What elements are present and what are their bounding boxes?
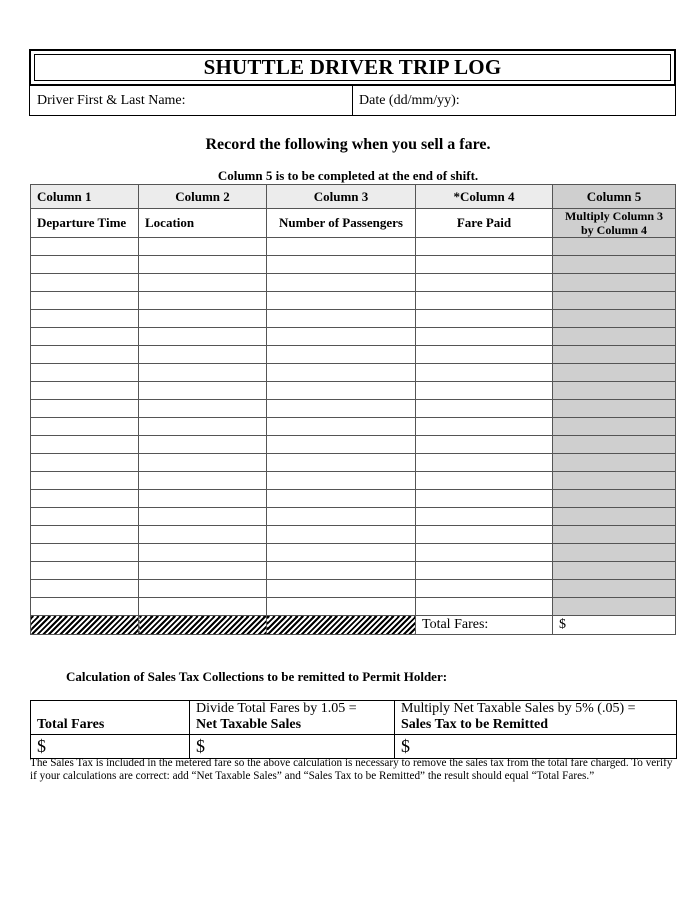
passengers-cell[interactable] [267, 400, 416, 418]
multiply-cell[interactable] [553, 544, 676, 562]
location-cell[interactable] [139, 382, 267, 400]
multiply-instruction: Multiply Net Taxable Sales by 5% (.05) = [401, 701, 636, 716]
multiply-cell[interactable] [553, 292, 676, 310]
fare-paid-cell[interactable] [416, 454, 553, 472]
hatched-cell [139, 616, 267, 635]
departure-time-cell[interactable] [31, 436, 139, 454]
title-box [29, 49, 676, 86]
passengers-cell[interactable] [267, 238, 416, 256]
location-cell[interactable] [139, 436, 267, 454]
multiply-cell[interactable] [553, 490, 676, 508]
multiply-header-line2: by Column 4 [580, 223, 648, 237]
sales-tax-amount-field[interactable]: $ [395, 735, 677, 759]
date-label: Date (dd/mm/yy): [359, 92, 460, 108]
total-fares-calc-label: Total Fares [37, 717, 105, 732]
departure-time-cell[interactable] [31, 292, 139, 310]
location-cell[interactable] [139, 418, 267, 436]
passengers-cell[interactable] [267, 292, 416, 310]
departure-time-cell[interactable] [31, 418, 139, 436]
total-fares-field[interactable]: $ [553, 616, 676, 635]
multiply-cell[interactable] [553, 328, 676, 346]
departure-time-cell[interactable] [31, 256, 139, 274]
multiply-cell[interactable] [553, 256, 676, 274]
fare-paid-cell[interactable] [416, 292, 553, 310]
passengers-cell[interactable] [267, 382, 416, 400]
multiply-cell[interactable] [553, 436, 676, 454]
log-entry-row [31, 508, 676, 526]
location-cell[interactable] [139, 400, 267, 418]
departure-time-cell[interactable] [31, 400, 139, 418]
fare-paid-cell[interactable] [416, 256, 553, 274]
log-entry-row [31, 256, 676, 274]
driver-name-field[interactable] [30, 86, 353, 115]
multiply-cell[interactable] [553, 526, 676, 544]
column-4-header: *Column 4 [416, 185, 553, 209]
location-header: Location [139, 209, 267, 238]
page-title: SHUTTLE DRIVER TRIP LOG [34, 54, 671, 81]
departure-time-cell[interactable] [31, 526, 139, 544]
location-cell[interactable] [139, 490, 267, 508]
multiply-cell[interactable] [553, 454, 676, 472]
departure-time-cell[interactable] [31, 346, 139, 364]
passengers-cell[interactable] [267, 508, 416, 526]
hatched-cell [267, 616, 416, 635]
location-cell[interactable] [139, 238, 267, 256]
column-2-header: Column 2 [139, 185, 267, 209]
multiply-cell[interactable] [553, 274, 676, 292]
fare-paid-cell[interactable] [416, 328, 553, 346]
log-entry-row [31, 436, 676, 454]
total-fares-amount-field[interactable]: $ [31, 735, 190, 759]
log-entry-row [31, 310, 676, 328]
fare-paid-cell[interactable] [416, 346, 553, 364]
departure-time-cell[interactable] [31, 544, 139, 562]
sales-tax-table [30, 700, 677, 759]
passengers-cell[interactable] [267, 328, 416, 346]
fare-paid-cell[interactable] [416, 490, 553, 508]
fare-paid-cell[interactable] [416, 598, 553, 616]
instruction-heading: Record the following when you sell a fare. [205, 136, 491, 153]
sales-tax-note: The Sales Tax is included in the metered fare so the above calculation is necessary to remove the sales tax from the total fare charged. To verify if your calculations are correct: add “Net Taxable Sales” and “Sales Tax to be Remitted” the result should equal “Total Fares.” [30, 757, 673, 782]
fare-paid-cell[interactable] [416, 544, 553, 562]
log-entry-row [31, 562, 676, 580]
log-entry-row [31, 328, 676, 346]
net-taxable-amount-field[interactable]: $ [190, 735, 395, 759]
hatched-cell [31, 616, 139, 635]
passengers-cell[interactable] [267, 346, 416, 364]
fare-paid-cell[interactable] [416, 364, 553, 382]
total-fares-label: Total Fares: [416, 616, 553, 635]
location-cell[interactable] [139, 598, 267, 616]
net-taxable-cell [190, 701, 395, 735]
location-cell[interactable] [139, 256, 267, 274]
log-entry-row [31, 292, 676, 310]
departure-time-cell[interactable] [31, 580, 139, 598]
sales-tax-cell [395, 701, 677, 735]
location-cell[interactable] [139, 580, 267, 598]
multiply-cell[interactable] [553, 508, 676, 526]
column-3-header: Column 3 [267, 185, 416, 209]
departure-time-cell[interactable] [31, 562, 139, 580]
location-cell[interactable] [139, 346, 267, 364]
total-fares-cell [31, 701, 190, 735]
divide-instruction: Divide Total Fares by 1.05 = [196, 701, 357, 716]
location-cell[interactable] [139, 544, 267, 562]
column-1-header: Column 1 [31, 185, 139, 209]
passengers-cell[interactable] [267, 490, 416, 508]
multiply-cell[interactable] [553, 472, 676, 490]
column-5-header: Column 5 [553, 185, 676, 209]
sales-tax-remitted-label: Sales Tax to be Remitted [401, 717, 548, 732]
column-number-row [31, 185, 676, 209]
passengers-cell[interactable] [267, 580, 416, 598]
departure-time-cell[interactable] [31, 328, 139, 346]
sales-tax-value-row [31, 735, 677, 759]
departure-time-cell[interactable] [31, 598, 139, 616]
log-entry-row [31, 472, 676, 490]
multiply-cell[interactable] [553, 400, 676, 418]
sales-tax-header-row [31, 701, 677, 735]
departure-time-cell[interactable] [31, 472, 139, 490]
fare-paid-cell[interactable] [416, 400, 553, 418]
location-cell[interactable] [139, 292, 267, 310]
passengers-cell[interactable] [267, 454, 416, 472]
passengers-cell[interactable] [267, 436, 416, 454]
passengers-cell[interactable] [267, 472, 416, 490]
passengers-cell[interactable] [267, 310, 416, 328]
location-cell[interactable] [139, 454, 267, 472]
departure-time-cell[interactable] [31, 364, 139, 382]
fare-paid-header: Fare Paid [416, 209, 553, 238]
calculation-title: Calculation of Sales Tax Collections to be remitted to Permit Holder: [66, 669, 448, 684]
fare-paid-cell[interactable] [416, 436, 553, 454]
fare-paid-cell[interactable] [416, 580, 553, 598]
multiply-cell[interactable] [553, 238, 676, 256]
log-entry-row [31, 490, 676, 508]
passengers-cell[interactable] [267, 418, 416, 436]
location-cell[interactable] [139, 310, 267, 328]
departure-time-cell[interactable] [31, 382, 139, 400]
log-entry-row [31, 544, 676, 562]
departure-time-cell[interactable] [31, 310, 139, 328]
passengers-cell[interactable] [267, 526, 416, 544]
driver-name-label: Driver First & Last Name: [37, 92, 186, 108]
multiply-cell[interactable] [553, 562, 676, 580]
fare-paid-cell[interactable] [416, 526, 553, 544]
fare-paid-cell[interactable] [416, 418, 553, 436]
log-entry-row [31, 238, 676, 256]
net-taxable-sales-label: Net Taxable Sales [196, 717, 302, 732]
location-cell[interactable] [139, 274, 267, 292]
fare-paid-cell[interactable] [416, 382, 553, 400]
instruction-subheading: Column 5 is to be completed at the end of shift. [217, 168, 479, 183]
departure-time-cell[interactable] [31, 490, 139, 508]
date-field[interactable] [353, 86, 675, 115]
log-entry-row [31, 364, 676, 382]
departure-time-cell[interactable] [31, 238, 139, 256]
fare-paid-cell[interactable] [416, 472, 553, 490]
multiply-cell[interactable] [553, 598, 676, 616]
multiply-cell[interactable] [553, 310, 676, 328]
fare-paid-cell[interactable] [416, 508, 553, 526]
departure-time-header: Departure Time [31, 209, 139, 238]
passengers-cell[interactable] [267, 544, 416, 562]
location-cell[interactable] [139, 508, 267, 526]
fare-paid-cell[interactable] [416, 310, 553, 328]
fare-paid-cell[interactable] [416, 238, 553, 256]
log-entry-row [31, 526, 676, 544]
departure-time-cell[interactable] [31, 454, 139, 472]
departure-time-cell[interactable] [31, 274, 139, 292]
log-entry-row [31, 418, 676, 436]
passengers-cell[interactable] [267, 256, 416, 274]
multiply-cell[interactable] [553, 346, 676, 364]
multiply-cell[interactable] [553, 364, 676, 382]
fare-paid-cell[interactable] [416, 274, 553, 292]
multiply-header-line1: Multiply Column 3 [564, 209, 663, 223]
multiply-cell[interactable] [553, 580, 676, 598]
multiply-cell[interactable] [553, 418, 676, 436]
location-cell[interactable] [139, 526, 267, 544]
location-cell[interactable] [139, 364, 267, 382]
location-cell[interactable] [139, 328, 267, 346]
column-label-row [31, 209, 676, 238]
log-entry-row [31, 346, 676, 364]
log-entry-row [31, 580, 676, 598]
fare-paid-cell[interactable] [416, 562, 553, 580]
log-entry-row [31, 382, 676, 400]
log-entry-row [31, 598, 676, 616]
total-fares-row [31, 616, 676, 635]
log-entry-row [31, 274, 676, 292]
passengers-cell[interactable] [267, 562, 416, 580]
location-cell[interactable] [139, 562, 267, 580]
passengers-cell[interactable] [267, 364, 416, 382]
passengers-header: Number of Passengers [267, 209, 416, 238]
log-entry-row [31, 400, 676, 418]
multiply-cell[interactable] [553, 382, 676, 400]
multiply-header [553, 209, 676, 238]
trip-log-table [30, 184, 676, 635]
log-entry-row [31, 454, 676, 472]
passengers-cell[interactable] [267, 598, 416, 616]
location-cell[interactable] [139, 472, 267, 490]
passengers-cell[interactable] [267, 274, 416, 292]
departure-time-cell[interactable] [31, 508, 139, 526]
driver-info-row [29, 86, 676, 116]
